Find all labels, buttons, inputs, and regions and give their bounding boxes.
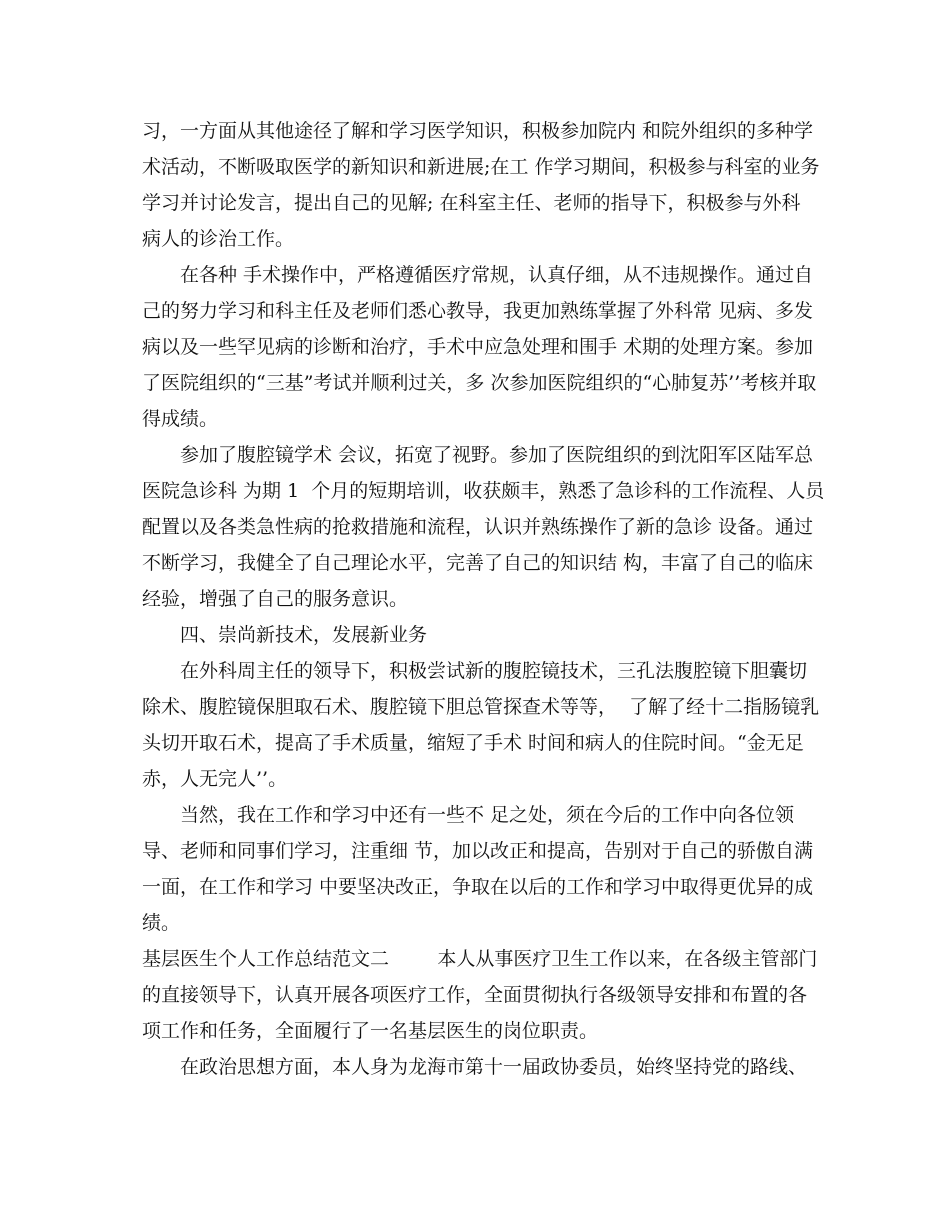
text-line: 术活动，不断吸取医学的新知识和新进展;在工 作学习期间，积极参与科室的业务 [142,156,820,178]
text-line: 经验，增强了自己的服务意识。 [142,588,409,610]
text-line: 绩。 [142,912,181,934]
paragraph-first-line: 参加了腹腔镜学术 会议，拓宽了视野。参加了医院组织的到沈阳军区陆军总 [180,444,814,466]
text-line: 了医院组织的“三基”考试并顺利过关，多 次参加医院组织的“心肺复苏’’考核并取 [142,372,817,394]
text-line: 的直接领导下，认真开展各项医疗工作，全面贯彻执行各级领导安排和布置的各 [142,984,808,1006]
text-line: 项工作和任务，全面履行了一名基层医生的岗位职责。 [142,1020,599,1042]
section-title-line: 基层医生个人工作总结范文二 本人从事医疗卫生工作以来，在各级主管部门 [142,948,818,970]
text-line: 病以及一些罕见病的诊断和治疗，手术中应急处理和围手 术期的处理方案。参加 [142,336,814,358]
paragraph-first-line: 在政治思想方面，本人身为龙海市第十一届政协委员，始终坚持党的路线、 [180,1056,808,1078]
text-line: 不断学习，我健全了自己理论水平，完善了自己的知识结 构，丰富了自己的临床 [142,552,814,574]
text-line: 病人的诊治工作。 [142,228,295,250]
text-line: 学习并讨论发言，提出自己的见解; 在科室主任、老师的指导下，积极参与外科 [142,192,801,214]
text-line: 赤，人无完人’’。 [142,768,288,790]
text-line: 头切开取石术，提高了手术质量，缩短了手术 时间和病人的住院时间。“金无足 [142,732,804,754]
text-line: 己的努力学习和科主任及老师们悉心教导，我更加熟练掌握了外科常 见病、多发 [142,300,814,322]
text-line: 导、老师和同事们学习，注重细 节，加以改正和提高，告别对于自己的骄傲自满 [142,840,814,862]
text-line: 医院急诊科 为期 1 个月的短期培训，收获颇丰，熟悉了急诊科的工作流程、人员 [142,480,825,502]
paragraph-first-line: 当然，我在工作和学习中还有一些不 足之处，须在今后的工作中向各位领 [180,804,795,826]
text-line: 一面，在工作和学习 中要坚决改正，争取在以后的工作和学习中取得更优异的成 [142,876,814,898]
text-line: 习，一方面从其他途径了解和学习医学知识，积极参加院内 和院外组织的多种学 [142,120,814,142]
text-line: 配置以及各类急性病的抢救措施和流程，认识并熟练操作了新的急诊 设备。通过 [142,516,814,538]
paragraph-first-line: 在外科周主任的领导下，积极尝试新的腹腔镜技术，三孔法腹腔镜下胆囊切 [180,660,808,682]
text-line: 除术、腹腔镜保胆取石术、腹腔镜下胆总管探查术等等， 了解了经十二指肠镜乳 [142,696,820,718]
text-line: 得成绩。 [142,408,219,430]
paragraph-first-line: 在各种 手术操作中，严格遵循医疗常规，认真仔细，从不违规操作。通过自 [180,264,814,286]
section-heading: 四、崇尚新技术，发展新业务 [180,624,428,646]
